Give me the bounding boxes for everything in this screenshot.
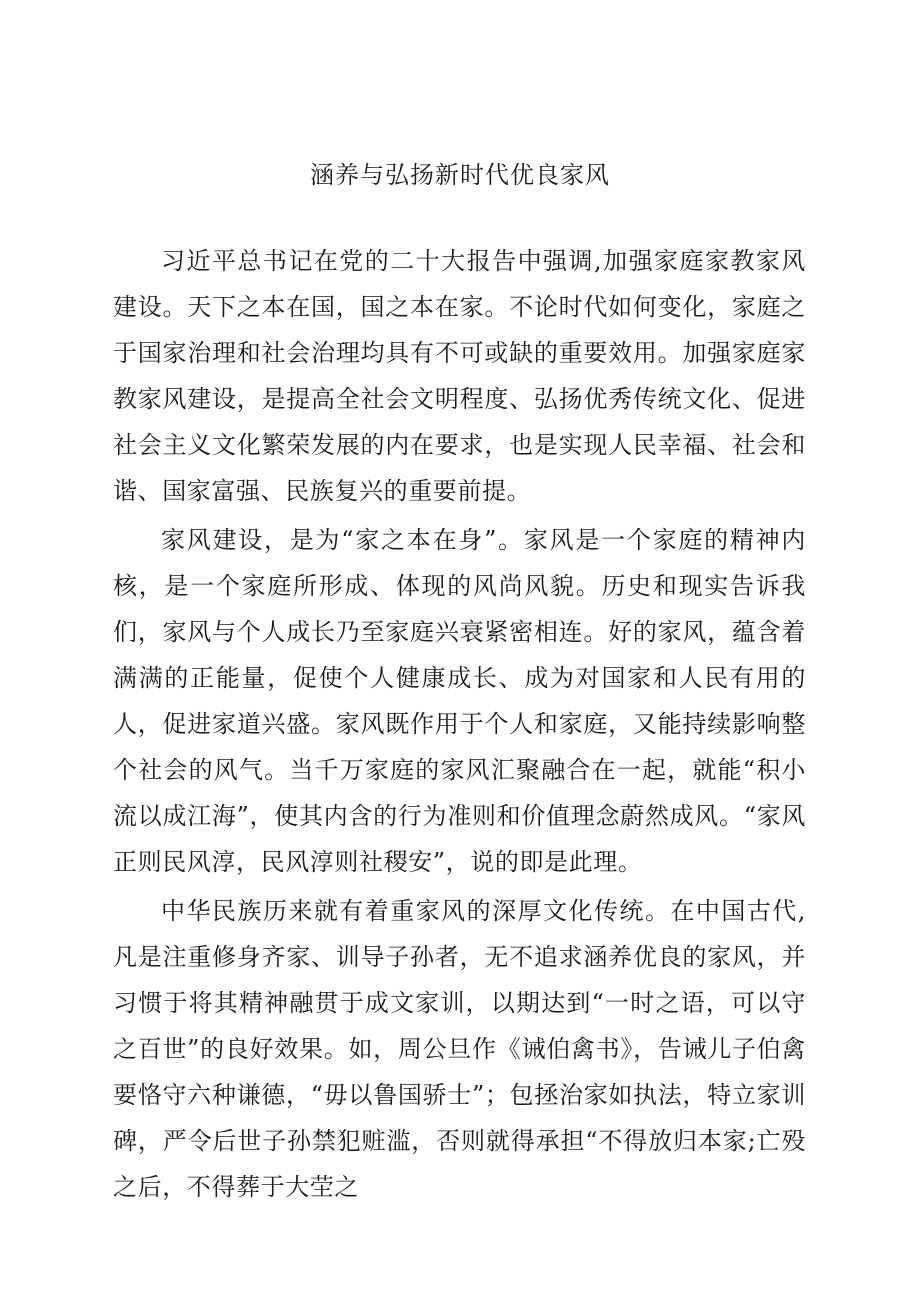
document-title: 涵养与弘扬新时代优良家风: [310, 161, 610, 189]
document-body: [113, 238, 806, 1213]
paragraph-3: 中华民族历来就有着重家风的深厚文化传统。在中国古代,凡是注重修身齐家、训导子孙者，无不追求涵养优良的家风，并习惯于将其精神融贯于成文家训，以期达到“一时之语，可以守之百世”的良好效果。如，周公旦作《诫伯禽书》，告诫儿子伯禽要恪守六种谦德，“毋以鲁国骄士”；包拯治家如执法，特立家训碑，严令后世子孙禁犯赃滥，否则就得承担“不得放归本家;亡殁之后，不得葬于大茔之: [113, 897, 806, 1201]
paragraph-2: 家风建设，是为“家之本在身”。家风是一个家庭的精神内核，是一个家庭所形成、体现的风尚风貌。历史和现实告诉我们，家风与个人成长乃至家庭兴衰紧密相连。好的家风，蕴含着满满的正能量，促使个人健康成长、成为对国家和人民有用的人，促进家道兴盛。家风既作用于个人和家庭，又能持续影响整个社会的风气。当千万家庭的家风汇聚融合在一起，就能“积小流以成江海”，使其内含的行为准则和价值理念蔚然成风。“家风正则民风淳，民风淳则社稷安”，说的即是此理。: [113, 526, 806, 876]
paragraph-1: 习近平总书记在党的二十大报告中强调,加强家庭家教家风建设。天下之本在国，国之本在家。不论时代如何变化，家庭之于国家治理和社会治理均具有不可或缺的重要效用。加强家庭家教家风建设，是提高全社会文明程度、弘扬优秀传统文化、促进社会主义文化繁荣发展的内在要求，也是实现人民幸福、社会和谐、国家富强、民族复兴的重要前提。: [113, 247, 806, 505]
